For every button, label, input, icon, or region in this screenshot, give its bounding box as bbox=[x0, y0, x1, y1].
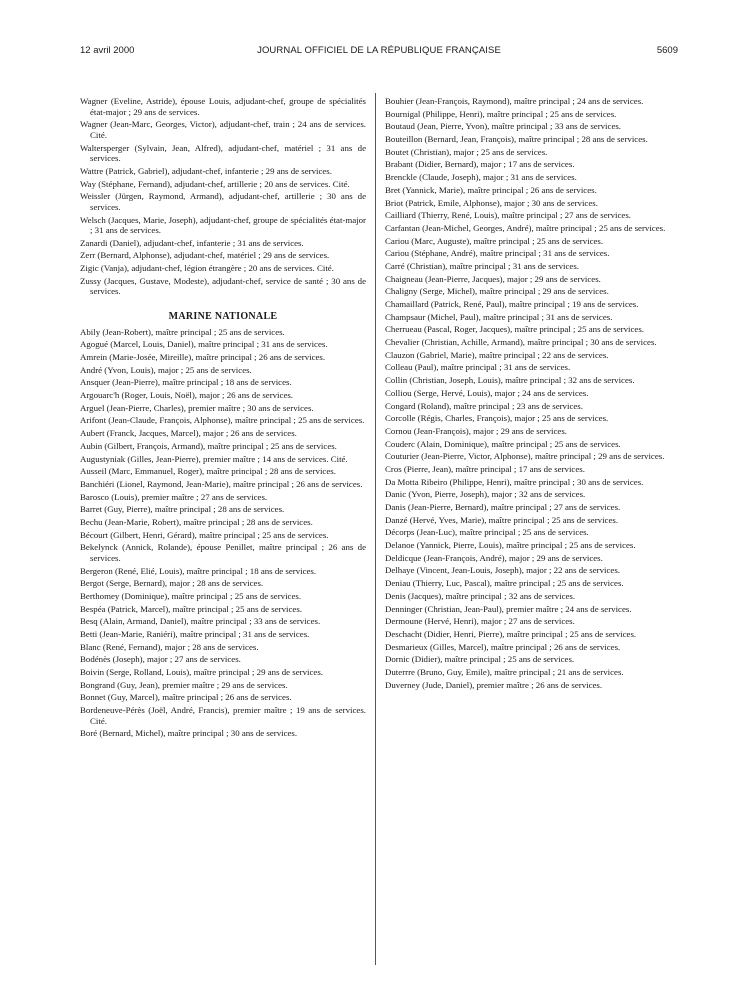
list-item: Delhaye (Vincent, Jean-Louis, Joseph), major ; 22 ans de services. bbox=[385, 565, 620, 576]
list-item: Bouteillon (Bernard, Jean, François), maître principal ; 28 ans de services. bbox=[385, 134, 648, 145]
list-item: Bodénès (Joseph), major ; 27 ans de services. bbox=[80, 654, 241, 665]
list-item: Dornic (Didier), maître principal ; 25 ans de services. bbox=[385, 654, 575, 665]
list-item: Desmarieux (Gilles, Marcel), maître principal ; 26 ans de services. bbox=[385, 641, 621, 652]
list-item: Welsch (Jacques, Marie, Joseph), adjudant-chef, groupe de spécialités état-major ; 31 ans de services. bbox=[80, 214, 366, 236]
list-item: Collin (Christian, Joseph, Louis), maître principal ; 32 ans de services. bbox=[385, 375, 635, 386]
list-item: Champsaur (Michel, Paul), maître principal ; 31 ans de services. bbox=[385, 311, 613, 322]
list-item: Way (Stéphane, Fernand), adjudant-chef, artillerie ; 20 ans de services. Cité. bbox=[80, 178, 350, 189]
journal-title: JOURNAL OFFICIEL DE LA RÉPUBLIQUE FRANÇAISE bbox=[257, 45, 501, 56]
list-item: Waltersperger (Sylvain, Jean, Alfred), adjudant-chef, matériel ; 31 ans de services. bbox=[80, 142, 366, 164]
list-item: Briot (Patrick, Emile, Alphonse), major ; 30 ans de services. bbox=[385, 197, 598, 208]
list-item: Chaigneau (Jean-Pierre, Jacques), major ; 29 ans de services. bbox=[385, 273, 601, 284]
section-title: MARINE NATIONALE bbox=[168, 311, 278, 323]
list-item: Boivin (Serge, Rolland, Louis), maître principal ; 29 ans de services. bbox=[80, 667, 323, 678]
list-item: Betti (Jean-Marie, Raniéri), maître principal ; 31 ans de services. bbox=[80, 629, 310, 640]
list-item: André (Yvon, Louis), major ; 25 ans de services. bbox=[80, 364, 252, 375]
issue-date: 12 avril 2000 bbox=[80, 45, 135, 56]
list-item: Agogué (Marcel, Louis, Daniel), maître principal ; 31 ans de services. bbox=[80, 339, 328, 350]
marine-entries-list-continued bbox=[385, 96, 673, 690]
list-item: Colleau (Paul), maître principal ; 31 ans de services. bbox=[385, 362, 571, 373]
list-item: Bongrand (Guy, Jean), premier maître ; 29 ans de services. bbox=[80, 679, 288, 690]
list-item: Couturier (Jean-Pierre, Victor, Alphonse), maître principal ; 29 ans de services. bbox=[385, 451, 665, 462]
list-item: Cariou (Stéphane, André), maître principal ; 31 ans de services. bbox=[385, 248, 610, 259]
list-item: Da Motta Ribeiro (Philippe, Henri), maître principal ; 30 ans de services. bbox=[385, 476, 644, 487]
list-item: Chamaillard (Patrick, René, Paul), maître principal ; 19 ans de services. bbox=[385, 299, 639, 309]
list-item: Danzé (Hervé, Yves, Marie), maître principal ; 25 ans de services. bbox=[385, 514, 619, 525]
list-item: Colliou (Serge, Hervé, Louis), major ; 24 ans de services. bbox=[385, 387, 589, 398]
list-item: Bespéa (Patrick, Marcel), maître principal ; 25 ans de services. bbox=[80, 603, 302, 614]
list-item: Danic (Yvon, Pierre, Joseph), major ; 32 ans de services. bbox=[385, 489, 586, 500]
army-entries-list bbox=[80, 96, 366, 297]
list-item: Arifont (Jean-Claude, François, Alphonse), maître principal ; 25 ans de services. bbox=[80, 415, 365, 426]
list-item: Banchiéri (Lionel, Raymond, Jean-Marie), maître principal ; 26 ans de services. bbox=[80, 478, 363, 489]
list-item: Bournigal (Philippe, Henri), maître principal ; 25 ans de services. bbox=[385, 108, 617, 119]
list-item: Aubert (Franck, Jacques, Marcel), major ; 26 ans de services. bbox=[80, 428, 297, 439]
list-item: Zanardi (Daniel), adjudant-chef, infanterie ; 31 ans de services. bbox=[80, 237, 304, 248]
list-item: Duterrre (Bruno, Guy, Emile), maître principal ; 21 ans de services. bbox=[385, 666, 624, 677]
list-item: Chaligny (Serge, Michel), maître principal ; 29 ans de services. bbox=[385, 286, 609, 297]
right-column bbox=[385, 96, 673, 692]
list-item: Couderc (Alain, Dominique), maître principal ; 25 ans de services. bbox=[385, 438, 621, 449]
list-item: Cailliard (Thierry, René, Louis), maître principal ; 27 ans de services. bbox=[385, 210, 631, 221]
list-item: Wagner (Jean-Marc, Georges, Victor), adjudant-chef, train ; 24 ans de services. Cité. bbox=[80, 119, 366, 140]
list-item: Bekelynck (Annick, Rolande), épouse Penillet, maître principal ; 26 ans de services. bbox=[80, 542, 366, 563]
page-header bbox=[80, 45, 678, 59]
list-item: Bergot (Serge, Bernard), major ; 28 ans de services. bbox=[80, 578, 264, 589]
list-item: Corcolle (Régis, Charles, François), major ; 25 ans de services. bbox=[385, 413, 609, 424]
list-item: Bouhier (Jean-François, Raymond), maître principal ; 24 ans de services. bbox=[385, 96, 644, 106]
list-item: Zussy (Jacques, Gustave, Modeste), adjudant-chef, service de santé ; 30 ans de services. bbox=[80, 275, 366, 297]
list-item: Amrein (Marie-Josée, Mireille), maître principal ; 26 ans de services. bbox=[80, 352, 326, 362]
list-item: Wagner (Eveline, Astride), épouse Louis, adjudant-chef, groupe de spécialités état-major ; 29 ans de services. bbox=[80, 96, 366, 117]
list-item: Deniau (Thierry, Luc, Pascal), maître principal ; 25 ans de services. bbox=[385, 578, 624, 589]
list-item: Augustyniak (Gilles, Jean-Pierre), premier maître ; 14 ans de services. Cité. bbox=[80, 453, 348, 464]
list-item: Chevalier (Christian, Achille, Armand), maître principal ; 30 ans de services. bbox=[385, 337, 657, 348]
list-item: Denninger (Christian, Jean-Paul), premier maître ; 24 ans de services. bbox=[385, 603, 632, 614]
list-item: Danis (Jean-Pierre, Bernard), maître principal ; 27 ans de services. bbox=[385, 502, 621, 512]
list-item: Deschacht (Didier, Henri, Pierre), maître principal ; 25 ans de services. bbox=[385, 628, 637, 639]
list-item: Besq (Alain, Armand, Daniel), maître principal ; 33 ans de services. bbox=[80, 616, 321, 627]
marine-entries-list bbox=[80, 327, 366, 739]
list-item: Bergeron (René, Elié, Louis), maître principal ; 18 ans de services. bbox=[80, 565, 317, 576]
list-item: Brabant (Didier, Bernard), major ; 17 ans de services. bbox=[385, 159, 575, 170]
list-item: Blanc (René, Fernand), major ; 28 ans de services. bbox=[80, 641, 259, 652]
list-item: Ausseil (Marc, Emmanuel, Roger), maître principal ; 28 ans de services. bbox=[80, 466, 336, 477]
list-item: Barret (Guy, Pierre), maître principal ; 28 ans de services. bbox=[80, 504, 285, 515]
list-item: Carfantan (Jean-Michel, Georges, André), maître principal ; 25 ans de services. bbox=[385, 222, 666, 233]
list-item: Décorps (Jean-Luc), maître principal ; 25 ans de services. bbox=[385, 527, 589, 538]
list-item: Ansquer (Jean-Pierre), maître principal ; 18 ans de services. bbox=[80, 377, 292, 388]
list-item: Arguel (Jean-Pierre, Charles), premier maître ; 30 ans de services. bbox=[80, 402, 314, 413]
list-item: Delanoe (Yannick, Pierre, Louis), maître principal ; 25 ans de services. bbox=[385, 540, 636, 551]
list-item: Wattre (Patrick, Gabriel), adjudant-chef, infanterie ; 29 ans de services. bbox=[80, 165, 332, 176]
list-item: Deldicque (Jean-François, André), major ; 29 ans de services. bbox=[385, 552, 603, 563]
list-item: Bechu (Jean-Marie, Robert), maître principal ; 28 ans de services. bbox=[80, 516, 313, 527]
list-item: Bordeneuve-Pérès (Joël, André, Francis), premier maître ; 19 ans de services. Cité. bbox=[80, 705, 366, 726]
list-item: Cros (Pierre, Jean), maître principal ; 17 ans de services. bbox=[385, 463, 585, 474]
list-item: Boré (Bernard, Michel), maître principal ; 30 ans de services. bbox=[80, 728, 298, 739]
column-divider bbox=[375, 93, 376, 965]
list-item: Abily (Jean-Robert), maître principal ; 25 ans de services. bbox=[80, 326, 285, 337]
list-item: Berthomey (Dominique), maître principal ; 25 ans de services. bbox=[80, 590, 302, 601]
list-item: Congard (Roland), maître principal ; 23 ans de services. bbox=[385, 400, 583, 411]
list-item: Carré (Christian), maître principal ; 31 ans de services. bbox=[385, 260, 580, 271]
list-item: Boutaud (Jean, Pierre, Yvon), maître principal ; 33 ans de services. bbox=[385, 121, 622, 132]
page-number: 5609 bbox=[656, 45, 678, 56]
left-column bbox=[80, 96, 366, 741]
list-item: Brenckle (Claude, Joseph), major ; 31 ans de services. bbox=[385, 172, 577, 183]
list-item: Boutet (Christian), major ; 25 ans de services. bbox=[385, 146, 548, 157]
list-item: Bécourt (Gilbert, Henri, Gérard), maître principal ; 25 ans de services. bbox=[80, 529, 329, 540]
list-item: Barosco (Louis), premier maître ; 27 ans de services. bbox=[80, 491, 268, 502]
list-item: Duverney (Jude, Daniel), premier maître ; 26 ans de services. bbox=[385, 679, 603, 690]
list-item: Argouarc'h (Roger, Louis, Noël), major ; 26 ans de services. bbox=[80, 390, 294, 401]
list-item: Cherrueau (Pascal, Roger, Jacques), maître principal ; 25 ans de services. bbox=[385, 324, 644, 335]
list-item: Clauzon (Gabriel, Marie), maître principal ; 22 ans de services. bbox=[385, 349, 609, 360]
list-item: Denis (Jacques), maître principal ; 32 ans de services. bbox=[385, 590, 576, 601]
list-item: Weissler (Jürgen, Raymond, Armand), adjudant-chef, artillerie ; 30 ans de services. bbox=[80, 191, 366, 212]
list-item: Zigic (Vanja), adjudant-chef, légion étrangère ; 20 ans de services. Cité. bbox=[80, 263, 334, 274]
list-item: Cornou (Jean-François), major ; 29 ans de services. bbox=[385, 425, 567, 436]
list-item: Bonnet (Guy, Marcel), maître principal ; 26 ans de services. bbox=[80, 692, 292, 703]
list-item: Aubin (Gilbert, François, Armand), maître principal ; 25 ans de services. bbox=[80, 440, 337, 451]
list-item: Bret (Yannick, Marie), maître principal ; 26 ans de services. bbox=[385, 184, 597, 195]
list-item: Cariou (Marc, Auguste), maître principal ; 25 ans de services. bbox=[385, 235, 604, 246]
list-item: Zerr (Bernard, Alphonse), adjudant-chef, matériel ; 29 ans de services. bbox=[80, 250, 330, 261]
list-item: Dermoune (Hervé, Henri), major ; 27 ans de services. bbox=[385, 616, 575, 627]
